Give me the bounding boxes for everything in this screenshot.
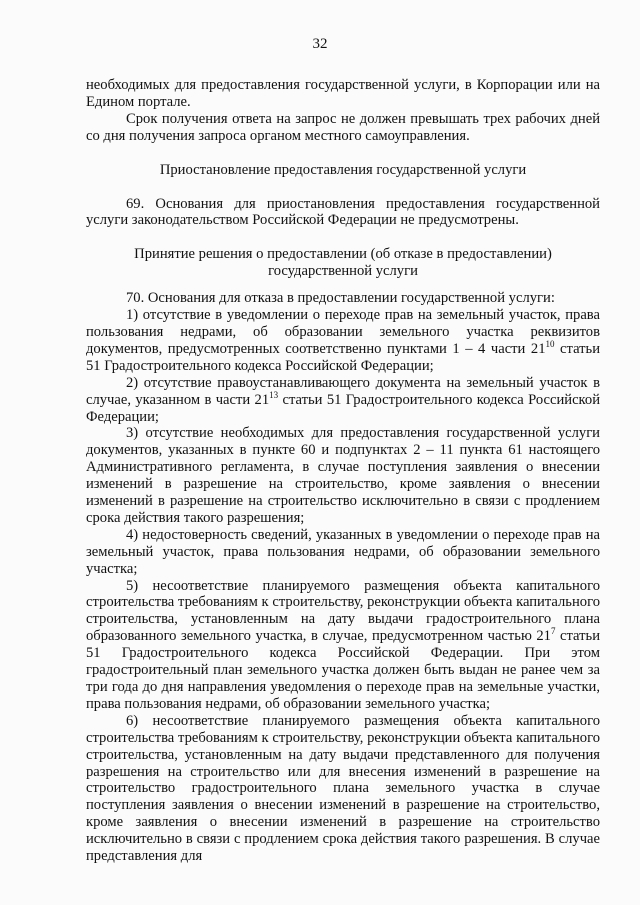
list-item-1 <box>86 307 600 375</box>
list-item-4: 4) недостоверность сведений, указанных в уведомлении о переходе прав на земельный участок, права пользования недрами, об образовании земельного участка; <box>86 526 600 577</box>
paragraph-response-deadline: Срок получения ответа на запрос не должен превышать трех рабочих дней со дня получения запроса органом местного самоуправления. <box>86 110 600 144</box>
list-item-5 <box>86 578 600 713</box>
paragraph-69: 69. Основания для приостановления предоставления государственной услуги законодательством Российской Федерации не предусмотрены. <box>86 195 600 229</box>
list-item-2-text: 2) отсутствие правоустанавливающего документа на земельный участок в случае, указанном в части 21 <box>86 374 600 408</box>
paragraph-70: 70. Основания для отказа в предоставлении государственной услуги: <box>126 290 555 307</box>
list-item-6: 6) несоответствие планируемого размещения объекта капитального строительства требованиям к строительству, реконструкции объекта капитального строительства, установленным на дату выдачи представленного для получения разрешения на строительство или для внесения изменений в разрешение на строительство градостроительного плана земельного участка в случае поступления заявления о внесении изменений в разрешение на строительство, кроме заявления о внесении изменений в разрешение на строительство исключительно в связи с продлением срока действия такого разрешения. В случае представления для <box>86 712 600 865</box>
list-item-2 <box>86 375 600 426</box>
page-number: 32 <box>312 36 328 52</box>
paragraph-continuation: необходимых для предоставления государственной услуги, в Корпорации или на Едином портале. <box>86 77 600 110</box>
list-item-1-text-end: статьи 51 Градостроительного кодекса Российской Федерации; <box>86 340 601 374</box>
section-heading-decision-line1: Принятие решения о предоставлении (об отказе в предоставлении) <box>134 246 552 263</box>
document-body <box>86 77 600 865</box>
list-item-1-superscript: 10 <box>545 339 555 350</box>
list-item-1-text: 1) отсутствие в уведомлении о переходе прав на земельный участок, права пользования недрами, об образовании земельного участка реквизитов документов, предусмотренных соответственно пунктами 1 – 4 части 21 <box>86 307 600 357</box>
section-heading-decision-line2: государственной услуги <box>268 263 418 280</box>
list-item-5-superscript: 7 <box>550 626 556 637</box>
list-item-5-text-end: статьи 51 Градостроительного кодекса Российской Федерации. При этом градостроительный план земельного участка должен быть выдан не ранее чем за три года до дня направления уведомления о переходе прав на земельные участки, права пользования недрами, об образовании земельного участка; <box>86 628 600 712</box>
list-item-2-superscript: 13 <box>269 389 279 400</box>
list-item-5-text: 5) несоответствие планируемого размещения объекта капитального строительства требованиям к строительству, реконструкции объекта капитального строительства, установленным на дату выдачи градостроительного плана образованного земельного участка, в случае, предусмотренном частью 21 <box>86 577 600 645</box>
list-item-3: 3) отсутствие необходимых для предоставления государственной услуги документов, указанных в пункте 60 и подпунктах 2 – 11 пункта 61 настоящего Административного регламента, в случае поступления заявления о внесении изменений в разрешение на строительство, кроме заявления о внесении изменений в разрешение на строительство исключительно в связи с продлением срока действия такого разрешения; <box>86 425 600 526</box>
list-item-2-text-end: статьи 51 Градостроительного кодекса Российской Федерации; <box>86 391 601 425</box>
section-heading-suspension: Приостановление предоставления государственной услуги <box>159 161 527 178</box>
